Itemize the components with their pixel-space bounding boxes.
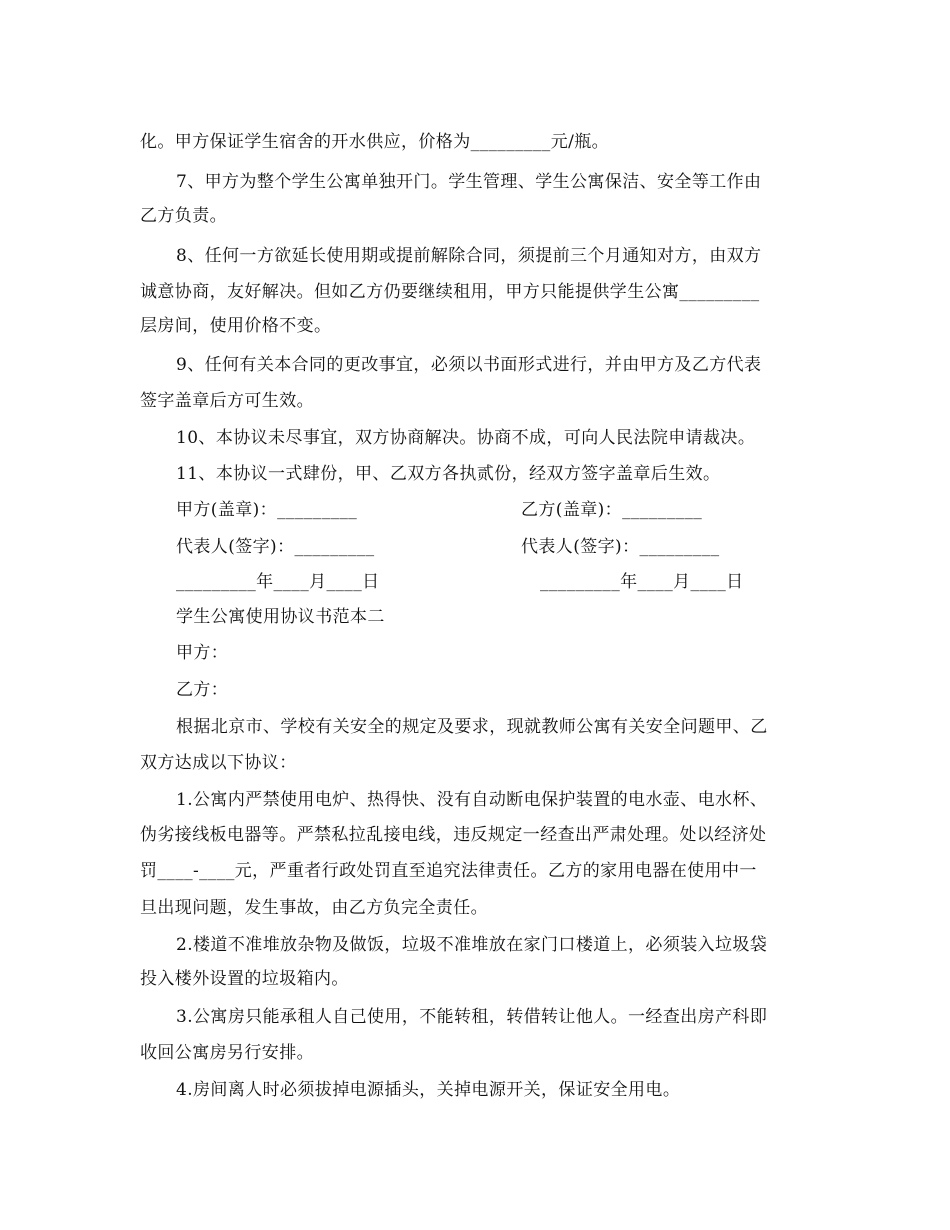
paragraph-line: 双方达成以下协议： — [140, 753, 297, 773]
paragraph-line: 10、本协议未尽事宜，双方协商解决。协商不成，可向人民法院申请裁决。 — [176, 428, 756, 448]
paragraph-line: 诚意协商，友好解决。但如乙方仍要继续租用，甲方只能提供学生公寓_________ — [140, 282, 760, 302]
paragraph-line: 签字盖章后方可生效。 — [140, 391, 314, 411]
paragraph-line: 罚____-____元，严重者行政处罚直至追究法律责任。乙方的家用电器在使用中一 — [140, 861, 757, 881]
paragraph-line: 9、任何有关本合同的更改事宜，必须以书面形式进行，并由甲方及乙方代表 — [176, 355, 762, 375]
paragraph-line: 11、本协议一式肆份，甲、乙双方各执贰份，经双方签字盖章后生效。 — [176, 464, 721, 484]
paragraph-line: 收回公寓房另行安排。 — [140, 1043, 314, 1063]
paragraph-line: 伪劣接线板电器等。严禁私拉乱接电线，违反规定一经查出严肃处理。处以经济处 — [140, 825, 767, 845]
party-b-seal-field: 乙方(盖章)：_________ — [521, 500, 703, 520]
paragraph-line: 1.公寓内严禁使用电炉、热得快、没有自动断电保护装置的电水壶、电水杯、 — [176, 790, 768, 810]
party-a-seal-field: 甲方(盖章)：_________ — [176, 500, 358, 520]
paragraph-line: 层房间，使用价格不变。 — [140, 316, 332, 336]
paragraph-line: 乙方负责。 — [140, 206, 227, 226]
paragraph-line: 根据北京市、学校有关安全的规定及要求，现就教师公寓有关安全问题甲、乙 — [176, 717, 768, 737]
party-a-label: 甲方： — [176, 643, 229, 663]
party-b-date-field: _________年____月____日 — [540, 572, 744, 592]
paragraph-line: 4.房间离人时必须拔掉电源插头，关掉电源开关，保证安全用电。 — [176, 1080, 681, 1100]
paragraph-line: 2.楼道不准堆放杂物及做饭，垃圾不准堆放在家门口楼道上，必须装入垃圾袋 — [176, 935, 768, 955]
party-b-label: 乙方： — [176, 680, 229, 700]
party-b-rep-field: 代表人(签字)：_________ — [521, 537, 720, 557]
paragraph-line: 8、任何一方欲延长使用期或提前解除合同，须提前三个月通知对方，由双方 — [176, 246, 762, 266]
section-heading: 学生公寓使用协议书范本二 — [176, 607, 385, 627]
party-a-date-field: _________年____月____日 — [176, 572, 380, 592]
party-a-rep-field: 代表人(签字)：_________ — [176, 537, 375, 557]
paragraph-line: 3.公寓房只能承租人自己使用，不能转租，转借转让他人。一经查出房产科即 — [176, 1007, 768, 1027]
paragraph-line: 化。甲方保证学生宿舍的开水供应，价格为_________元/瓶。 — [140, 132, 610, 152]
paragraph-line: 旦出现问题，发生事故，由乙方负完全责任。 — [140, 898, 488, 918]
paragraph-line: 投入楼外设置的垃圾箱内。 — [140, 969, 349, 989]
paragraph-line: 7、甲方为整个学生公寓单独开门。学生管理、学生公寓保洁、安全等工作由 — [176, 172, 762, 192]
